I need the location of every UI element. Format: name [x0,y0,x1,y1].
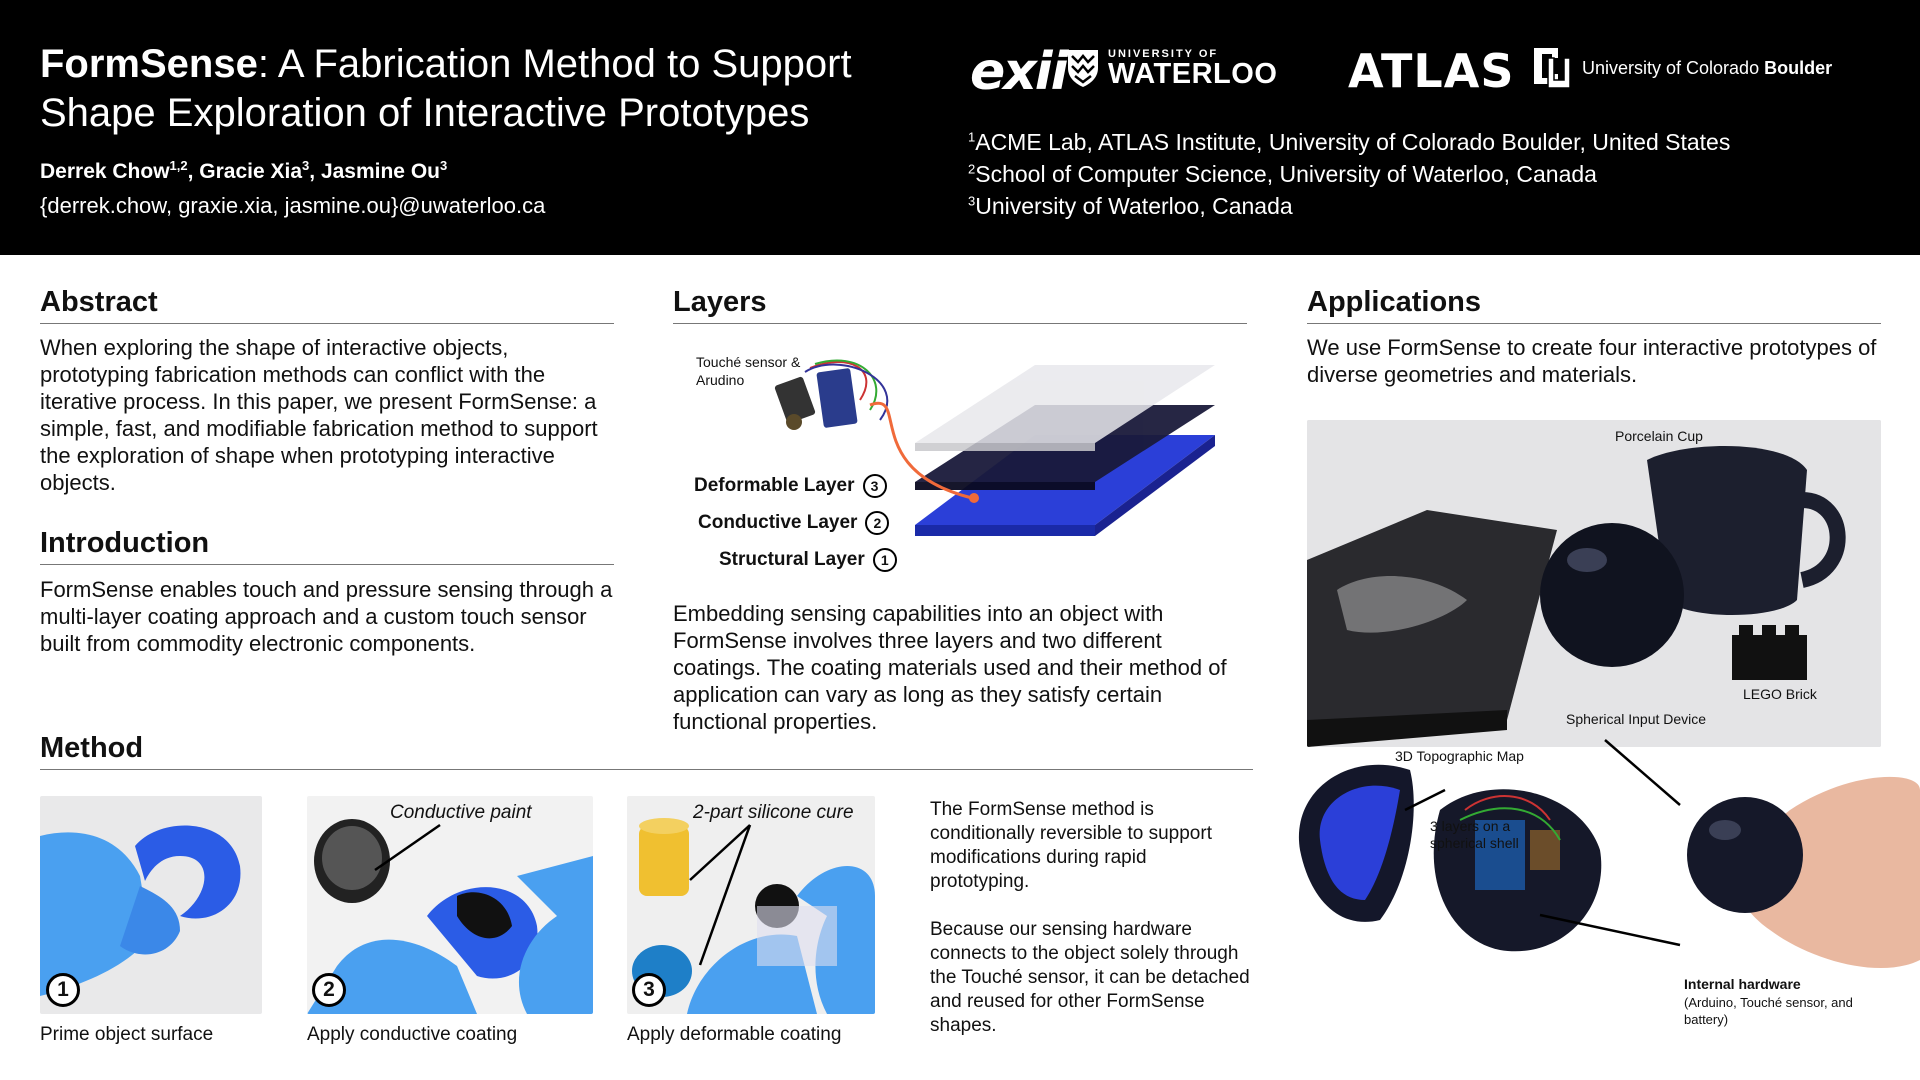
affiliation-1: $^1$ACME Lab, ATLAS Institute, University of Colorado Boulder, United States [968,129,1731,155]
affiliation-2: $^2$School of Computer Science, University of Waterloo, Canada [968,161,1597,187]
silicone-annotation: 2-part silicone cure [693,802,854,823]
shell-layers-label: 3 layers on a spherical shell [1430,818,1519,851]
conductive-paint-pointer [370,820,450,880]
layer-label-structural: Structural Layer 1 [719,548,897,572]
step-3-caption: Apply deformable coating [627,1024,842,1045]
applications-divider [1307,323,1881,324]
exii-logo: exii [970,42,1067,102]
step-2-photo [307,796,593,1014]
spherical-input-label: Spherical Input Device [1566,711,1707,727]
layers-divider [673,323,1247,324]
internal-hardware-label: Internal hardware [1684,976,1801,992]
layers-heading: Layers [673,286,767,318]
method-text-1: The FormSense method is conditionally reversible to support modifications during rapid prototyping. [930,799,1212,892]
topographic-map-label: 3D Topographic Map [1395,748,1524,764]
abstract-heading: Abstract [40,286,158,318]
atlas-logo: ATLAS [1348,44,1515,98]
poster-title: FormSense: A Fabrication Method to Support Shape Exploration of Interactive Prototypes [40,42,852,135]
abstract-divider [40,323,614,324]
step-3-number: 3 [632,973,666,1007]
author-list: Derrek Chow$^{1,2}$, Gracie Xia$^3$, Jasmine Ou$^3$ [40,158,448,183]
sensor-label: Touché sensor & Arudino [696,354,801,388]
applications-text: We use FormSense to create four interactive prototypes of diverse geometries and materials. [1307,335,1877,387]
cu-boulder-logo: University of Colorado Boulder [1530,44,1832,92]
affiliation-3: $^3$University of Waterloo, Canada [968,193,1293,219]
author-emails: {derrek.chow, graxie.xia, jasmine.ou}@uwaterloo.ca [40,193,546,218]
step-1-caption: Prime object surface [40,1024,214,1045]
conductive-paint-annotation: Conductive paint [390,802,532,823]
layer-diagram [760,350,1230,570]
header [0,0,1920,255]
waterloo-logo: UNIVERSITY OF WATERLOO [1066,48,1277,88]
layer-label-deformable: Deformable Layer 3 [694,474,887,498]
layer-label-conductive: Conductive Layer 2 [698,511,889,535]
method-text-2: Because our sensing hardware connects to the object solely through the Touché sensor, it can be detached and reused for other FormSense shapes. [930,919,1250,1036]
internal-hardware-detail: (Arduino, Touché sensor, and battery) [1684,995,1853,1027]
cu-icon [1530,44,1574,92]
step-1-number: 1 [46,973,80,1007]
layers-text: Embedding sensing capabilities into an object with FormSense involves three layers and two different coatings. The coating materials used and their method of application can vary as long as they satisfy certain functional properties. [673,601,1227,734]
touche-sensor-icon [774,360,887,430]
lego-brick-label: LEGO Brick [1743,686,1817,702]
step-2-number: 2 [312,973,346,1007]
waterloo-crest-icon [1066,48,1100,88]
abstract-text: When exploring the shape of interactive objects, prototyping fabrication methods can conflict with the iterative process. In this paper, we present FormSense: a simple, fast, and modifiable fabrication method to support the exploration of shape when prototyping interactive objects. [40,335,598,495]
introduction-divider [40,564,614,565]
method-divider [40,769,1253,770]
step-2-caption: Apply conductive coating [307,1024,518,1045]
porcelain-cup-label: Porcelain Cup [1615,428,1703,444]
method-heading: Method [40,732,144,764]
silicone-pointer [680,820,780,970]
introduction-text: FormSense enables touch and pressure sensing through a multi-layer coating approach and a custom touch sensor built from commodity electronic components. [40,577,613,656]
applications-heading: Applications [1307,286,1482,318]
introduction-heading: Introduction [40,527,210,559]
